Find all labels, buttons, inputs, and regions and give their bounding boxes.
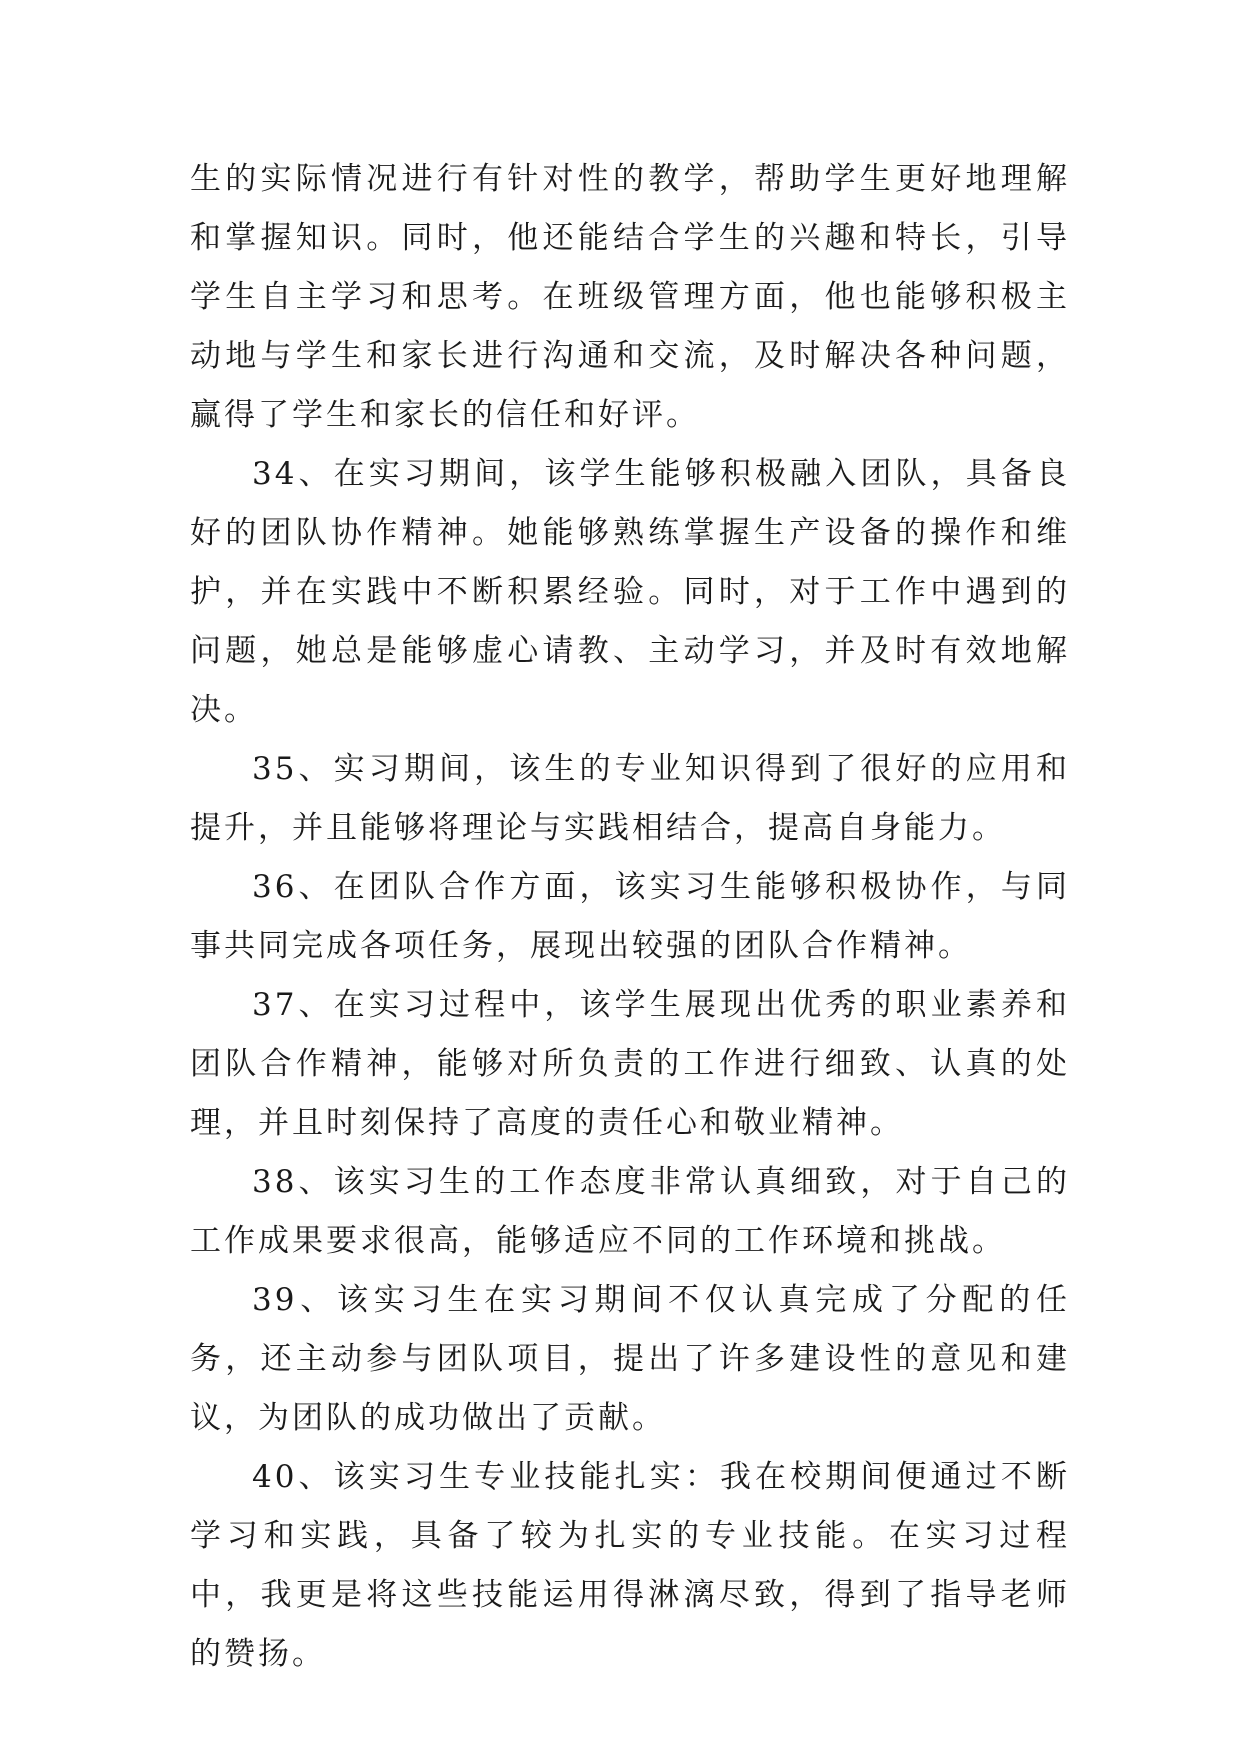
paragraph-item-36: 36、在团队合作方面，该实习生能够积极协作，与同事共同完成各项任务，展现出较强的团队合作精神。	[190, 869, 1070, 964]
paragraph-item-38: 38、该实习生的工作态度非常认真细致，对于自己的工作成果要求很高，能够适应不同的工作环境和挑战。	[190, 1164, 1070, 1259]
document-body	[190, 150, 1070, 1684]
paragraph-item-35: 35、实习期间，该生的专业知识得到了很好的应用和提升，并且能够将理论与实践相结合，提高自身能力。	[190, 751, 1070, 846]
paragraph-continuation: 生的实际情况进行有针对性的教学，帮助学生更好地理解和掌握知识。同时，他还能结合学生的兴趣和特长，引导学生自主学习和思考。在班级管理方面，他也能够积极主动地与学生和家长进行沟通和交流，及时解决各种问题，赢得了学生和家长的信任和好评。	[190, 161, 1070, 433]
paragraph-item-39: 39、该实习生在实习期间不仅认真完成了分配的任务，还主动参与团队项目，提出了许多建设性的意见和建议，为团队的成功做出了贡献。	[190, 1282, 1070, 1436]
paragraph-item-34: 34、在实习期间，该学生能够积极融入团队，具备良好的团队协作精神。她能够熟练掌握生产设备的操作和维护，并在实践中不断积累经验。同时，对于工作中遇到的问题，她总是能够虚心请教、主动学习，并及时有效地解决。	[190, 456, 1070, 728]
paragraph-item-40: 40、该实习生专业技能扎实：我在校期间便通过不断学习和实践，具备了较为扎实的专业技能。在实习过程中，我更是将这些技能运用得淋漓尽致，得到了指导老师的赞扬。	[190, 1459, 1070, 1672]
paragraph-item-37: 37、在实习过程中，该学生展现出优秀的职业素养和团队合作精神，能够对所负责的工作进行细致、认真的处理，并且时刻保持了高度的责任心和敬业精神。	[190, 987, 1070, 1141]
